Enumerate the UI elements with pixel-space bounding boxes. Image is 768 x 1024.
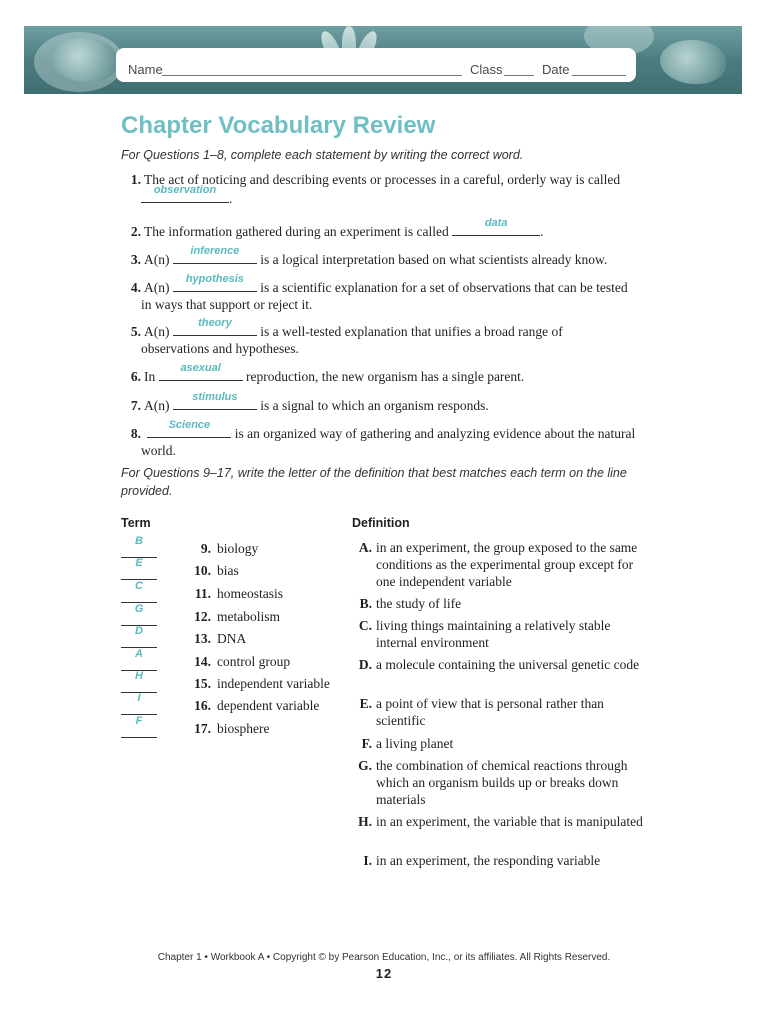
answer-blank[interactable] — [173, 245, 257, 264]
term-label: homeostasis — [217, 586, 283, 601]
answer-text: theory — [198, 317, 232, 329]
question-text: is a well-tested explanation that unifies a broad range of — [260, 324, 563, 339]
name-label: Name — [128, 62, 163, 77]
definition-letter: B. — [359, 596, 372, 611]
definition-b — [352, 595, 652, 612]
page-title: Chapter Vocabulary Review — [121, 112, 436, 139]
answer-blank[interactable] — [173, 273, 257, 292]
definition-text: in an experiment, the variable that is manipulated — [376, 814, 643, 829]
answer-text: Science — [168, 419, 211, 431]
answer-text: C — [135, 580, 143, 592]
question-text: The act of noticing and describing events or processes in a careful, orderly way is called — [144, 172, 621, 187]
answer-text: H — [135, 670, 143, 682]
definition-text: living things maintaining a relatively stable internal environment — [376, 618, 611, 650]
term-number: 13. — [194, 631, 211, 646]
question-2 — [121, 217, 649, 240]
frog-image-right — [660, 40, 726, 84]
question-number: 3. — [130, 252, 141, 267]
term-number: 16. — [194, 698, 211, 713]
question-text: reproduction, the new organism has a single parent. — [246, 369, 525, 384]
definition-d — [352, 656, 652, 673]
question-5 — [121, 317, 649, 357]
question-number: 5. — [130, 324, 141, 339]
answer-text: A — [135, 648, 143, 660]
class-field[interactable] — [504, 75, 534, 76]
question-text: is a logical interpretation based on what scientists already know. — [260, 252, 608, 267]
definition-text: a point of view that is personal rather than scientific — [376, 696, 604, 728]
page-number: 12 — [375, 966, 393, 981]
question-text: observations and hypotheses. — [141, 341, 299, 356]
definition-letter: G. — [358, 758, 372, 773]
question-number: 4. — [130, 280, 141, 295]
answer-text: inference — [190, 245, 240, 257]
answer-text: B — [135, 535, 143, 547]
question-text: A(n) — [144, 398, 170, 413]
question-text: A(n) — [144, 280, 170, 295]
definition-text: a living planet — [376, 736, 454, 751]
question-text: is a scientific explanation for a set of observations that can be tested — [260, 280, 628, 295]
answer-blank[interactable] — [159, 362, 243, 381]
question-text: In — [144, 369, 156, 384]
definition-letter: H. — [358, 814, 372, 829]
answer-blank[interactable] — [147, 419, 231, 438]
question-number: 2. — [130, 224, 141, 239]
question-4 — [121, 273, 649, 313]
term-label: DNA — [217, 631, 247, 646]
question-6 — [121, 362, 649, 385]
term-label: dependent variable — [217, 698, 320, 713]
definition-e — [352, 695, 652, 729]
definition-text: a molecule containing the universal genetic code — [376, 657, 640, 672]
answer-text: stimulus — [192, 391, 238, 403]
term-heading: Term — [121, 516, 151, 530]
answer-text: G — [134, 603, 144, 615]
date-label: Date — [542, 62, 570, 77]
definition-letter: E. — [359, 696, 372, 711]
answer-text: asexual — [180, 362, 221, 374]
question-8 — [121, 419, 649, 459]
term-number: 17. — [194, 721, 211, 736]
question-number: 8. — [130, 426, 141, 441]
definition-text: the study of life — [376, 596, 462, 611]
question-text: is a signal to which an organism responds. — [260, 398, 489, 413]
answer-text: I — [137, 692, 141, 704]
term-label: bias — [217, 563, 239, 578]
definition-letter: F. — [361, 736, 372, 751]
answer-blank[interactable] — [173, 317, 257, 336]
class-label: Class — [470, 62, 503, 77]
definition-letter: I. — [363, 853, 372, 868]
answer-blank[interactable] — [173, 391, 257, 410]
term-number: 11. — [194, 586, 211, 601]
definition-letter: C. — [358, 618, 372, 633]
term-label: independent variable — [217, 676, 330, 691]
term-number: 12. — [194, 609, 211, 624]
definition-text: in an experiment, the responding variable — [376, 853, 601, 868]
question-text: A(n) — [144, 252, 170, 267]
definition-heading: Definition — [352, 516, 410, 530]
term-number: 14. — [194, 654, 211, 669]
definition-letter: A. — [358, 540, 372, 555]
question-3 — [121, 245, 649, 268]
definition-h — [352, 813, 652, 830]
answer-text: D — [135, 625, 143, 637]
instructions-fill-in: For Questions 1–8, complete each statement by writing the correct word. — [121, 148, 524, 162]
answer-text: observation — [153, 184, 217, 196]
question-text: A(n) — [144, 324, 170, 339]
question-number: 6. — [130, 369, 141, 384]
question-number: 7. — [130, 398, 141, 413]
date-field[interactable] — [572, 75, 626, 76]
name-field[interactable] — [162, 75, 462, 76]
term-label: biology — [217, 541, 259, 556]
answer-text: F — [135, 715, 143, 727]
definition-f — [352, 735, 652, 752]
term-number: 15. — [194, 676, 211, 691]
definition-text: the combination of chemical reactions through which an organism builds up or breaks down materials — [376, 758, 628, 807]
question-text: . — [229, 191, 233, 206]
term-label: control group — [217, 654, 291, 669]
definition-letter: D. — [358, 657, 372, 672]
question-1 — [121, 171, 649, 207]
definition-g — [352, 757, 652, 808]
question-text: in ways that support or reject it. — [141, 297, 313, 312]
definition-a — [352, 539, 652, 590]
answer-blank[interactable] — [141, 184, 229, 203]
answer-blank[interactable] — [452, 217, 540, 236]
term-label: biosphere — [217, 721, 270, 736]
copyright-footer: Chapter 1 • Workbook A • Copyright © by Pearson Education, Inc., or its affiliates. All Rights Reserved. — [157, 952, 611, 963]
question-number: 1. — [130, 172, 141, 187]
name-class-date-bar — [116, 48, 636, 82]
question-text: is an organized way of gathering and analyzing evidence about the natural — [234, 426, 636, 441]
answer-text: hypothesis — [185, 273, 244, 285]
answer-text: data — [484, 217, 508, 229]
term-label: metabolism — [217, 609, 280, 624]
question-text: . — [540, 224, 544, 239]
question-7 — [121, 391, 649, 414]
term-number: 10. — [194, 563, 211, 578]
definition-i — [352, 852, 652, 869]
definition-c — [352, 617, 652, 651]
term-number: 9. — [200, 541, 211, 556]
instructions-matching: For Questions 9–17, write the letter of the definition that best matches each term on the line provided. — [121, 466, 627, 498]
definition-text: in an experiment, the group exposed to the same conditions as the experimental group except for one independent variable — [376, 540, 638, 589]
answer-text: E — [135, 557, 143, 569]
question-text: world. — [141, 443, 176, 458]
question-text: The information gathered during an experiment is called — [144, 224, 449, 239]
